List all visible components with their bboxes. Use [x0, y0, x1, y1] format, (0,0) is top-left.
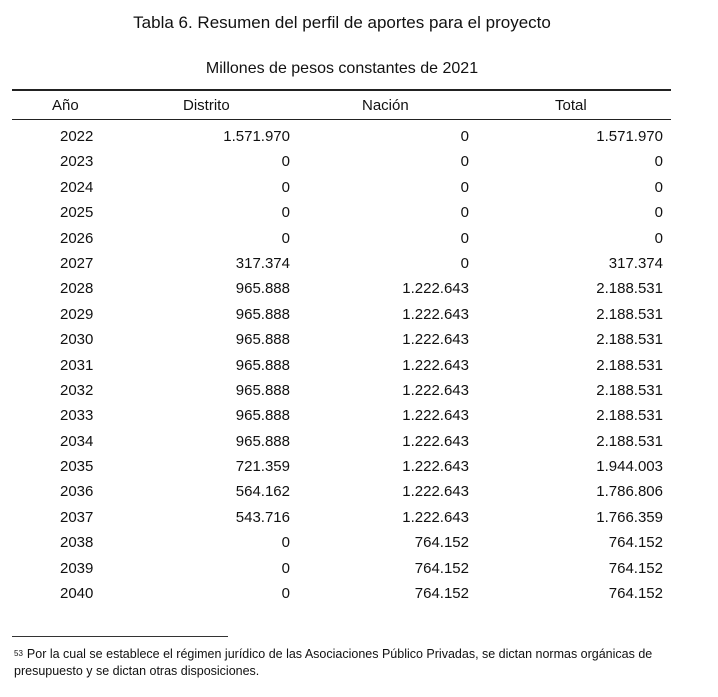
cell-year: 2026 — [60, 229, 94, 247]
table-row — [12, 556, 671, 581]
cell-total: 0 — [654, 153, 663, 171]
cell-total: 0 — [654, 229, 663, 247]
cell-year: 2038 — [60, 534, 94, 552]
cell-nacion: 1.222.643 — [402, 458, 469, 476]
column-header-total: Total — [555, 97, 587, 114]
cell-nacion: 764.152 — [414, 585, 469, 603]
table-header-rule — [12, 119, 671, 120]
table-row — [12, 327, 671, 352]
cell-year: 2027 — [60, 254, 94, 272]
cell-distrito: 965.888 — [235, 407, 290, 425]
table-row — [12, 251, 671, 276]
cell-nacion: 1.222.643 — [402, 483, 469, 501]
cell-total: 764.152 — [608, 585, 663, 603]
footnote-marker: 53 — [14, 649, 23, 658]
table-row — [12, 454, 671, 479]
cell-year: 2024 — [60, 178, 94, 196]
cell-nacion: 0 — [460, 204, 469, 222]
cell-total: 764.152 — [608, 534, 663, 552]
cell-nacion: 1.222.643 — [402, 508, 469, 526]
table-row — [12, 200, 671, 225]
table-row — [12, 378, 671, 403]
cell-nacion: 1.222.643 — [402, 381, 469, 399]
cell-distrito: 0 — [281, 559, 290, 577]
table-row — [12, 505, 671, 530]
footnote-text: Por la cual se establece el régimen jurídico de las Asociaciones Público Privadas, se dictan normas orgánicas de presupuesto y se dictan otras disposiciones. — [14, 647, 653, 678]
cell-total: 2.188.531 — [596, 331, 663, 349]
cell-year: 2032 — [60, 381, 94, 399]
table-row — [12, 276, 671, 301]
cell-year: 2035 — [60, 458, 94, 476]
cell-total: 2.188.531 — [596, 280, 663, 298]
column-header-nacion: Nación — [362, 97, 409, 114]
cell-year: 2023 — [60, 153, 94, 171]
cell-total: 2.188.531 — [596, 381, 663, 399]
cell-distrito: 965.888 — [235, 280, 290, 298]
cell-nacion: 0 — [460, 128, 469, 145]
table-header-row — [12, 95, 671, 117]
cell-nacion: 1.222.643 — [402, 432, 469, 450]
table-row — [12, 149, 671, 174]
cell-distrito: 0 — [281, 585, 290, 603]
cell-nacion: 0 — [460, 178, 469, 196]
table-row — [12, 581, 671, 606]
table-body — [12, 124, 671, 606]
cell-nacion: 1.222.643 — [402, 407, 469, 425]
cell-total: 2.188.531 — [596, 407, 663, 425]
cell-distrito: 564.162 — [235, 483, 290, 501]
cell-year: 2031 — [60, 356, 94, 374]
table-row — [12, 124, 671, 149]
cell-distrito: 721.359 — [235, 458, 290, 476]
table-row — [12, 175, 671, 200]
cell-total: 1.786.806 — [596, 483, 663, 501]
cell-year: 2029 — [60, 305, 94, 323]
cell-total: 1.571.970 — [596, 128, 663, 145]
cell-total: 0 — [654, 204, 663, 222]
footnote — [14, 646, 684, 680]
cell-year: 2022 — [60, 128, 94, 145]
table-row — [12, 530, 671, 555]
table-row — [12, 479, 671, 504]
cell-nacion: 1.222.643 — [402, 280, 469, 298]
cell-distrito: 0 — [281, 178, 290, 196]
cell-nacion: 0 — [460, 254, 469, 272]
cell-year: 2039 — [60, 559, 94, 577]
cell-nacion: 764.152 — [414, 534, 469, 552]
cell-total: 317.374 — [608, 254, 663, 272]
cell-total: 2.188.531 — [596, 432, 663, 450]
cell-distrito: 0 — [281, 153, 290, 171]
cell-distrito: 965.888 — [235, 432, 290, 450]
cell-year: 2034 — [60, 432, 94, 450]
table-top-rule — [12, 89, 671, 91]
cell-year: 2025 — [60, 204, 94, 222]
table-title: Tabla 6. Resumen del perfil de aportes para el proyecto — [133, 13, 551, 32]
cell-total: 0 — [654, 178, 663, 196]
cell-distrito: 965.888 — [235, 305, 290, 323]
cell-distrito: 0 — [281, 204, 290, 222]
table-row — [12, 429, 671, 454]
cell-distrito: 0 — [281, 229, 290, 247]
table-row — [12, 403, 671, 428]
table-subtitle: Millones de pesos constantes de 2021 — [205, 60, 479, 77]
table-row — [12, 353, 671, 378]
cell-year: 2028 — [60, 280, 94, 298]
cell-nacion: 0 — [460, 153, 469, 171]
cell-total: 2.188.531 — [596, 305, 663, 323]
cell-distrito: 965.888 — [235, 356, 290, 374]
cell-year: 2030 — [60, 331, 94, 349]
cell-year: 2040 — [60, 585, 94, 603]
table-row — [12, 302, 671, 327]
cell-nacion: 764.152 — [414, 559, 469, 577]
column-header-distrito: Distrito — [183, 97, 230, 114]
cell-total: 764.152 — [608, 559, 663, 577]
cell-year: 2036 — [60, 483, 94, 501]
cell-distrito: 317.374 — [235, 254, 290, 272]
cell-nacion: 0 — [460, 229, 469, 247]
cell-year: 2033 — [60, 407, 94, 425]
cell-nacion: 1.222.643 — [402, 305, 469, 323]
cell-nacion: 1.222.643 — [402, 356, 469, 374]
cell-distrito: 1.571.970 — [223, 128, 290, 145]
cell-year: 2037 — [60, 508, 94, 526]
cell-distrito: 543.716 — [235, 508, 290, 526]
cell-total: 2.188.531 — [596, 356, 663, 374]
cell-nacion: 1.222.643 — [402, 331, 469, 349]
cell-distrito: 965.888 — [235, 331, 290, 349]
cell-distrito: 0 — [281, 534, 290, 552]
cell-total: 1.944.003 — [596, 458, 663, 476]
cell-distrito: 965.888 — [235, 381, 290, 399]
cell-total: 1.766.359 — [596, 508, 663, 526]
table-row — [12, 226, 671, 251]
footnote-rule — [12, 636, 228, 637]
column-header-year: Año — [52, 97, 79, 114]
